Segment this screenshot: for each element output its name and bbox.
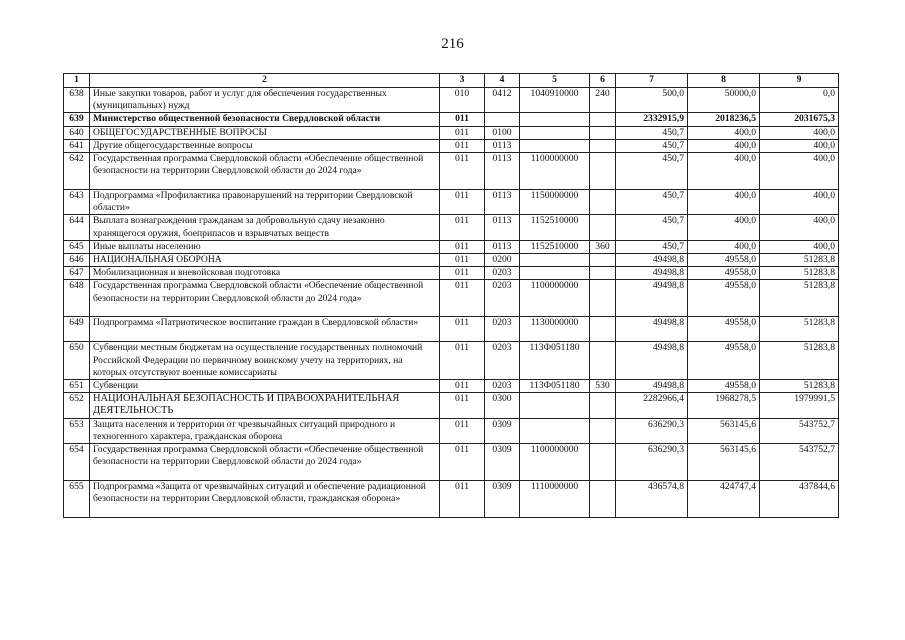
- amount-cell: 1979991,5: [760, 393, 839, 418]
- section-code-cell: 0412: [485, 88, 520, 113]
- column-header: 4: [485, 74, 520, 88]
- row-number-cell: 638: [64, 88, 90, 113]
- expense-type-cell: [590, 267, 616, 280]
- code-cell: 011: [440, 126, 485, 139]
- amount-cell: 49558,0: [688, 267, 760, 280]
- expense-type-cell: [590, 418, 616, 443]
- expense-type-cell: [590, 481, 616, 518]
- row-name-cell: Иные выплаты населению: [90, 240, 440, 253]
- amount-cell: 49558,0: [688, 280, 760, 317]
- amount-cell: 400,0: [688, 215, 760, 240]
- amount-cell: 450,7: [616, 215, 688, 240]
- target-code-cell: [520, 393, 590, 418]
- table-row: [64, 113, 839, 126]
- table-header-row: [64, 74, 839, 88]
- row-name-cell: Подпрограмма «Защита от чрезвычайных ситуаций и обеспечение радиационной безопасности на территории Свердловской области, гражданская оборона»: [90, 481, 440, 518]
- section-code-cell: 0309: [485, 481, 520, 518]
- section-code-cell: 0203: [485, 280, 520, 317]
- target-code-cell: 1150000000: [520, 190, 590, 215]
- row-number-cell: 642: [64, 153, 90, 190]
- target-code-cell: 1040910000: [520, 88, 590, 113]
- amount-cell: 51283,8: [760, 280, 839, 317]
- expense-type-cell: [590, 113, 616, 126]
- expense-type-cell: [590, 342, 616, 380]
- target-code-cell: 1152510000: [520, 215, 590, 240]
- row-name-cell: Защита населения и территории от чрезвычайных ситуаций природного и техногенного характера, гражданская оборона: [90, 418, 440, 443]
- target-code-cell: [520, 126, 590, 139]
- row-number-cell: 643: [64, 190, 90, 215]
- expense-type-cell: [590, 317, 616, 342]
- row-name-cell: Выплата вознаграждения гражданам за добровольную сдачу незаконно хранящегося оружия, боеприпасов и взрывчатых веществ: [90, 215, 440, 240]
- row-name-cell: ОБЩЕГОСУДАРСТВЕННЫЕ ВОПРОСЫ: [90, 126, 440, 139]
- code-cell: 011: [440, 444, 485, 481]
- section-code-cell: 0203: [485, 342, 520, 380]
- column-header: 1: [64, 74, 90, 88]
- target-code-cell: [520, 267, 590, 280]
- amount-cell: 2282966,4: [616, 393, 688, 418]
- table-row: [64, 418, 839, 443]
- code-cell: 011: [440, 240, 485, 253]
- row-name-cell: Иные закупки товаров, работ и услуг для обеспечения государственных (муниципальных) нужд: [90, 88, 440, 113]
- amount-cell: 450,7: [616, 240, 688, 253]
- amount-cell: 400,0: [760, 215, 839, 240]
- amount-cell: 49498,8: [616, 380, 688, 393]
- expense-type-cell: [590, 139, 616, 152]
- expense-type-cell: [590, 444, 616, 481]
- table-row: [64, 139, 839, 152]
- target-code-cell: 113Ф051180: [520, 342, 590, 380]
- column-header: 6: [590, 74, 616, 88]
- table-row: [64, 444, 839, 481]
- row-number-cell: 645: [64, 240, 90, 253]
- target-code-cell: 113Ф051180: [520, 380, 590, 393]
- section-code-cell: 0203: [485, 267, 520, 280]
- code-cell: 011: [440, 342, 485, 380]
- table-row: [64, 481, 839, 518]
- section-code-cell: 0309: [485, 418, 520, 443]
- row-number-cell: 648: [64, 280, 90, 317]
- table-body: [64, 88, 839, 518]
- table-row: [64, 380, 839, 393]
- row-number-cell: 641: [64, 139, 90, 152]
- section-code-cell: 0113: [485, 240, 520, 253]
- row-name-cell: НАЦИОНАЛЬНАЯ ОБОРОНА: [90, 254, 440, 267]
- column-header: 5: [520, 74, 590, 88]
- code-cell: 011: [440, 267, 485, 280]
- expense-type-cell: [590, 190, 616, 215]
- table-row: [64, 190, 839, 215]
- section-code-cell: 0309: [485, 444, 520, 481]
- code-cell: 011: [440, 113, 485, 126]
- amount-cell: 400,0: [760, 240, 839, 253]
- table-row: [64, 317, 839, 342]
- amount-cell: 450,7: [616, 153, 688, 190]
- table-row: [64, 254, 839, 267]
- row-name-cell: Подпрограмма «Профилактика правонарушений на территории Свердловской области»: [90, 190, 440, 215]
- row-number-cell: 650: [64, 342, 90, 380]
- amount-cell: 563145,6: [688, 418, 760, 443]
- expense-type-cell: 240: [590, 88, 616, 113]
- amount-cell: 50000,0: [688, 88, 760, 113]
- code-cell: 011: [440, 139, 485, 152]
- amount-cell: 450,7: [616, 190, 688, 215]
- row-name-cell: Субвенции местным бюджетам на осуществление государственных полномочий Российской Федерации по первичному воинскому учету на территориях, на которых отсутствуют военные комиссариаты: [90, 342, 440, 380]
- target-code-cell: [520, 254, 590, 267]
- code-cell: 011: [440, 280, 485, 317]
- row-name-cell: Государственная программа Свердловской области «Обеспечение общественной безопасности на территории Свердловской области до 2024 года»: [90, 280, 440, 317]
- target-code-cell: 1110000000: [520, 481, 590, 518]
- row-number-cell: 653: [64, 418, 90, 443]
- row-number-cell: 640: [64, 126, 90, 139]
- row-number-cell: 647: [64, 267, 90, 280]
- section-code-cell: 0113: [485, 153, 520, 190]
- page-number: 216: [441, 36, 464, 52]
- amount-cell: 400,0: [760, 126, 839, 139]
- amount-cell: 51283,8: [760, 267, 839, 280]
- row-name-cell: Субвенции: [90, 380, 440, 393]
- amount-cell: 49498,8: [616, 267, 688, 280]
- code-cell: 011: [440, 380, 485, 393]
- amount-cell: 400,0: [760, 139, 839, 152]
- code-cell: 011: [440, 481, 485, 518]
- column-header: 3: [440, 74, 485, 88]
- target-code-cell: 1100000000: [520, 444, 590, 481]
- section-code-cell: [485, 113, 520, 126]
- expense-type-cell: [590, 280, 616, 317]
- target-code-cell: 1100000000: [520, 153, 590, 190]
- amount-cell: 437844,6: [760, 481, 839, 518]
- code-cell: 011: [440, 393, 485, 418]
- row-name-cell: НАЦИОНАЛЬНАЯ БЕЗОПАСНОСТЬ И ПРАВООХРАНИТЕЛЬНАЯ ДЕЯТЕЛЬНОСТЬ: [90, 393, 440, 418]
- code-cell: 011: [440, 190, 485, 215]
- section-code-cell: 0113: [485, 215, 520, 240]
- amount-cell: 636290,3: [616, 444, 688, 481]
- amount-cell: 400,0: [760, 153, 839, 190]
- expense-type-cell: [590, 215, 616, 240]
- target-code-cell: [520, 113, 590, 126]
- expense-type-cell: [590, 126, 616, 139]
- amount-cell: 424747,4: [688, 481, 760, 518]
- section-code-cell: 0200: [485, 254, 520, 267]
- expense-type-cell: 360: [590, 240, 616, 253]
- row-number-cell: 654: [64, 444, 90, 481]
- amount-cell: 500,0: [616, 88, 688, 113]
- row-name-cell: Мобилизационная и вневойсковая подготовка: [90, 267, 440, 280]
- section-code-cell: 0113: [485, 190, 520, 215]
- row-name-cell: Государственная программа Свердловской области «Обеспечение общественной безопасности на территории Свердловской области до 2024 года»: [90, 444, 440, 481]
- code-cell: 011: [440, 153, 485, 190]
- budget-table: [63, 73, 839, 518]
- table-row: [64, 215, 839, 240]
- table-row: [64, 126, 839, 139]
- amount-cell: 49558,0: [688, 380, 760, 393]
- table-row: [64, 240, 839, 253]
- target-code-cell: [520, 139, 590, 152]
- amount-cell: 400,0: [760, 190, 839, 215]
- target-code-cell: 1100000000: [520, 280, 590, 317]
- row-number-cell: 639: [64, 113, 90, 126]
- amount-cell: 0,0: [760, 88, 839, 113]
- amount-cell: 51283,8: [760, 254, 839, 267]
- amount-cell: 400,0: [688, 139, 760, 152]
- code-cell: 010: [440, 88, 485, 113]
- row-number-cell: 646: [64, 254, 90, 267]
- amount-cell: 543752,7: [760, 444, 839, 481]
- table-row: [64, 88, 839, 113]
- amount-cell: 563145,6: [688, 444, 760, 481]
- table-row: [64, 267, 839, 280]
- amount-cell: 400,0: [688, 240, 760, 253]
- amount-cell: 49558,0: [688, 317, 760, 342]
- expense-type-cell: 530: [590, 380, 616, 393]
- table-row: [64, 153, 839, 190]
- section-code-cell: 0100: [485, 126, 520, 139]
- row-number-cell: 651: [64, 380, 90, 393]
- amount-cell: 2018236,5: [688, 113, 760, 126]
- column-header: 9: [760, 74, 839, 88]
- amount-cell: 51283,8: [760, 317, 839, 342]
- section-code-cell: 0300: [485, 393, 520, 418]
- amount-cell: 49498,8: [616, 317, 688, 342]
- expense-type-cell: [590, 153, 616, 190]
- row-number-cell: 649: [64, 317, 90, 342]
- amount-cell: 400,0: [688, 190, 760, 215]
- row-number-cell: 655: [64, 481, 90, 518]
- amount-cell: 636290,3: [616, 418, 688, 443]
- amount-cell: 51283,8: [760, 380, 839, 393]
- section-code-cell: 0203: [485, 317, 520, 342]
- code-cell: 011: [440, 215, 485, 240]
- table-row: [64, 342, 839, 380]
- expense-type-cell: [590, 393, 616, 418]
- row-name-cell: Государственная программа Свердловской области «Обеспечение общественной безопасности на территории Свердловской области до 2024 года»: [90, 153, 440, 190]
- amount-cell: 2031675,3: [760, 113, 839, 126]
- amount-cell: 49558,0: [688, 342, 760, 380]
- row-name-cell: Другие общегосударственные вопросы: [90, 139, 440, 152]
- amount-cell: 51283,8: [760, 342, 839, 380]
- amount-cell: 436574,8: [616, 481, 688, 518]
- code-cell: 011: [440, 418, 485, 443]
- amount-cell: 450,7: [616, 139, 688, 152]
- section-code-cell: 0203: [485, 380, 520, 393]
- code-cell: 011: [440, 317, 485, 342]
- row-name-cell: Подпрограмма «Патриотическое воспитание граждан в Свердловской области»: [90, 317, 440, 342]
- amount-cell: 49498,8: [616, 254, 688, 267]
- amount-cell: 400,0: [688, 126, 760, 139]
- row-name-cell: Министерство общественной безопасности Свердловской области: [90, 113, 440, 126]
- row-number-cell: 644: [64, 215, 90, 240]
- amount-cell: 2332915,9: [616, 113, 688, 126]
- column-header: 8: [688, 74, 760, 88]
- amount-cell: 1968278,5: [688, 393, 760, 418]
- section-code-cell: 0113: [485, 139, 520, 152]
- amount-cell: 450,7: [616, 126, 688, 139]
- target-code-cell: [520, 418, 590, 443]
- table-row: [64, 393, 839, 418]
- target-code-cell: 1152510000: [520, 240, 590, 253]
- column-header: 7: [616, 74, 688, 88]
- target-code-cell: 1130000000: [520, 317, 590, 342]
- amount-cell: 49498,8: [616, 280, 688, 317]
- expense-type-cell: [590, 254, 616, 267]
- table-row: [64, 280, 839, 317]
- row-number-cell: 652: [64, 393, 90, 418]
- amount-cell: 543752,7: [760, 418, 839, 443]
- amount-cell: 49498,8: [616, 342, 688, 380]
- code-cell: 011: [440, 254, 485, 267]
- amount-cell: 400,0: [688, 153, 760, 190]
- amount-cell: 49558,0: [688, 254, 760, 267]
- column-header: 2: [90, 74, 440, 88]
